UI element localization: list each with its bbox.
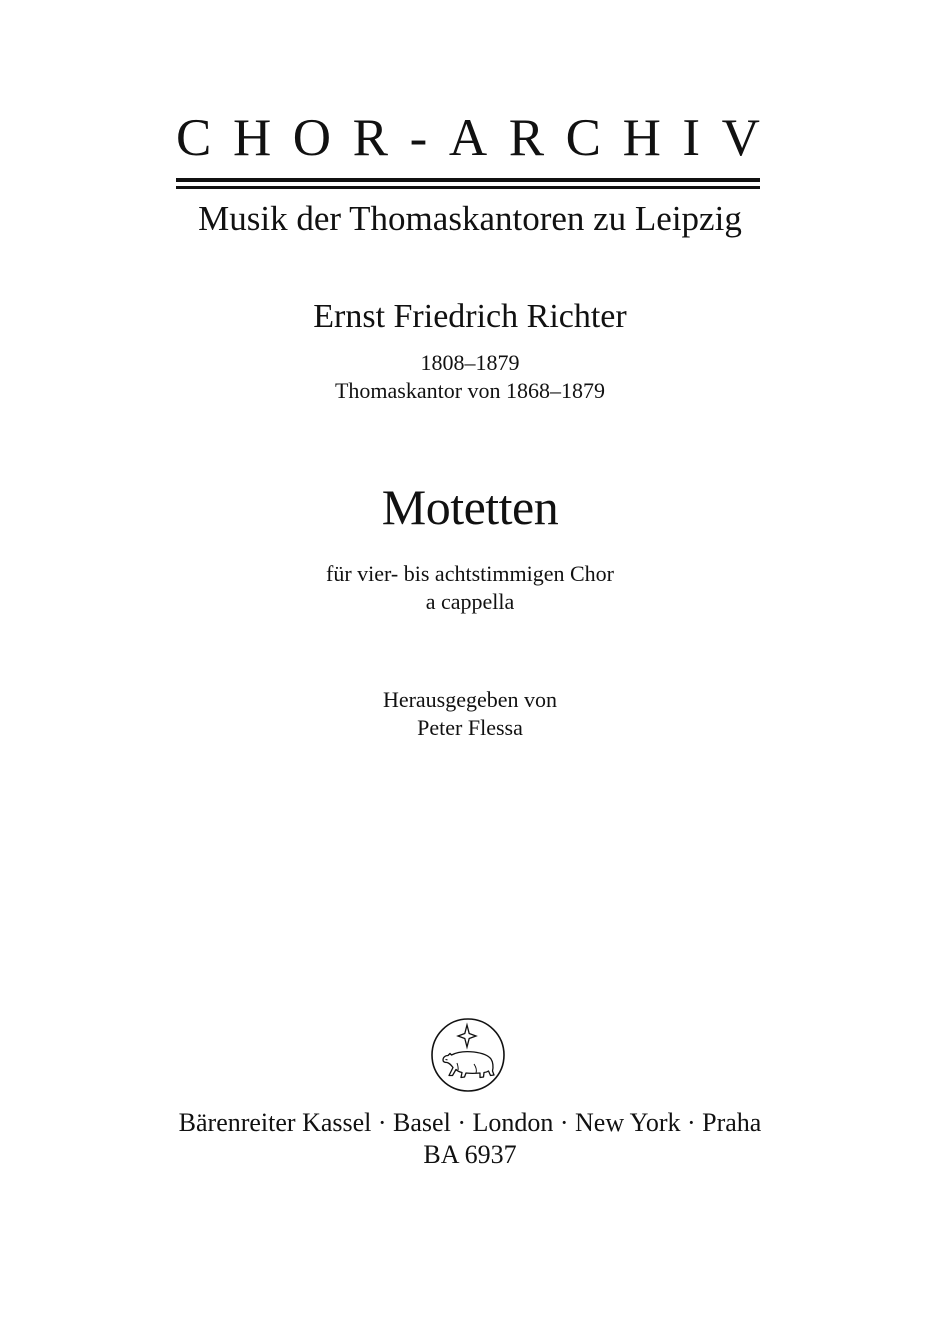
publisher-logo [430, 1017, 506, 1093]
work-title: Motetten [381, 479, 559, 535]
editor-name: Peter Flessa [417, 715, 523, 740]
editor-label: Herausgegeben von [382, 687, 558, 712]
series-title-letter: V [721, 109, 760, 167]
series-title-letter: - [409, 109, 428, 167]
series-subtitle: Musik der Thomaskantoren zu Leipzig [198, 199, 742, 238]
composer-name: Ernst Friedrich Richter [313, 298, 627, 335]
series-title-letter: R [508, 109, 545, 167]
header-rule-thin [176, 186, 760, 189]
composer-dates: 1808–1879 [420, 350, 520, 375]
series-title-letter: H [232, 109, 272, 167]
publisher-line: Bärenreiter Kassel · Basel · London · New York · Praha [178, 1108, 762, 1137]
series-title-letter: A [448, 109, 488, 167]
series-title-letter: I [682, 109, 701, 167]
series-title-letter: C [176, 109, 212, 167]
series-title-letter: O [292, 109, 332, 167]
series-title [176, 109, 760, 167]
series-title-letter: C [565, 109, 601, 167]
series-title-letter: H [622, 109, 661, 167]
header-rule-thick [176, 178, 760, 182]
bear-star-logo-icon [430, 1017, 506, 1093]
work-scoring-a-cappella: a cappella [425, 589, 515, 614]
work-scoring: für vier- bis achtstimmigen Chor [326, 561, 614, 586]
composer-role: Thomaskantor von 1868–1879 [334, 378, 606, 403]
series-title-letter: R [352, 109, 389, 167]
catalog-number: BA 6937 [423, 1140, 517, 1169]
